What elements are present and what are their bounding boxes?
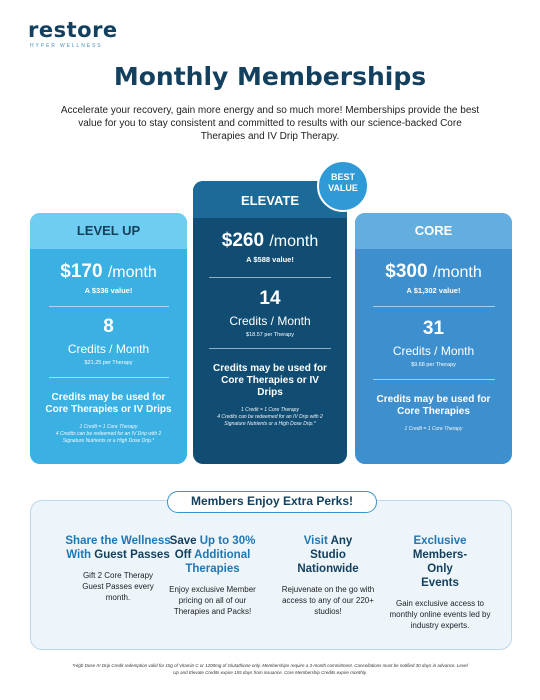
plan-name: ELEVATE xyxy=(193,181,347,218)
plan-value: A $336 value! xyxy=(84,286,133,295)
plan-card-core xyxy=(355,213,512,464)
per-therapy-price: $21.25 per Therapy xyxy=(84,360,133,366)
footnote: *High Dose IV Drip Credit redemption valid for 15g of Vitamin C or 1200mg of Glutathione only. Memberships require a 3-month commitment. Cancellations must be notified 30 days in advance. Level Up and Elevate Credits expire 155 days from issuance. Core Membership Credits expire monthly. xyxy=(72,663,468,675)
perk-description: Gift 2 Core Therapy Guest Passes every month. xyxy=(82,571,154,602)
credits-block xyxy=(355,318,512,368)
plan-price xyxy=(30,261,187,283)
badge-line: VALUE xyxy=(328,183,358,193)
plan-value: A $1,302 value! xyxy=(406,286,461,295)
credits-usage: Credits may be used for Core Therapies or IV Drips xyxy=(45,392,172,415)
price-period: /month xyxy=(432,264,482,281)
plan-name: CORE xyxy=(355,213,512,249)
plan-price xyxy=(355,261,512,283)
perk-title xyxy=(385,534,495,590)
divider xyxy=(49,377,169,378)
divider xyxy=(49,306,169,307)
best-value-badge xyxy=(317,160,369,212)
credits-count: 14 xyxy=(259,288,281,309)
credits-block xyxy=(193,288,347,338)
perk-description: Gain exclusive access to monthly online events led by industry experts. xyxy=(389,599,491,630)
price-period: /month xyxy=(269,233,319,250)
credits-block xyxy=(30,316,187,366)
brand-logo xyxy=(28,20,118,49)
perk-title-part: Save xyxy=(169,535,197,547)
page-title: Monthly Memberships xyxy=(113,62,427,91)
plan-value: A $588 value! xyxy=(246,255,294,264)
plan-card-elevate xyxy=(193,181,347,464)
fine-line: 1 Credit = 1 Core Therapy xyxy=(79,424,138,430)
perk-title-part: Any Studio Nationwide xyxy=(297,535,359,575)
credits-label: Credits / Month xyxy=(229,314,311,328)
credits-count: 8 xyxy=(103,316,114,337)
per-therapy-price: $9.68 per Therapy xyxy=(411,362,456,368)
perk-title xyxy=(160,534,265,576)
perk-description: Rejuvenate on the go with access to any of our 220+ studios! xyxy=(281,585,375,616)
perk-title xyxy=(278,534,378,576)
plan-price xyxy=(193,230,347,252)
perk-title-part: Share the Wellness With xyxy=(65,535,171,561)
perks-heading: Members Enjoy Extra Perks! xyxy=(167,491,377,513)
credits-usage: Credits may be used for Core Therapies or IV Drips xyxy=(213,363,327,398)
fine-line: 1 Credit = 1 Core Therapy xyxy=(404,426,463,432)
divider xyxy=(209,348,331,349)
fine-line: 1 Credit = 1 Core Therapy xyxy=(241,407,299,413)
perk-description: Enjoy exclusive Member pricing on all of our Therapies and Packs! xyxy=(169,585,256,616)
logo-tagline: HYPER WELLNESS xyxy=(30,43,103,49)
perk-title-part: Up to 30% xyxy=(199,535,256,547)
price-amount: $170 xyxy=(60,261,103,282)
perk-title-part: Visit xyxy=(303,535,328,547)
price-amount: $300 xyxy=(385,261,428,282)
credits-usage: Credits may be used for Core Therapies xyxy=(376,394,491,417)
perk-exclusive-events xyxy=(385,534,495,631)
price-amount: $260 xyxy=(221,230,265,251)
credits-count: 31 xyxy=(422,318,445,339)
credits-label: Credits / Month xyxy=(67,342,150,356)
perk-title-part: Exclusive xyxy=(413,535,467,547)
perk-title-part: Guest Passes xyxy=(94,549,170,561)
plan-card-level-up xyxy=(30,213,187,464)
divider xyxy=(373,379,495,380)
plan-name: LEVEL UP xyxy=(30,213,187,249)
credit-fine-print xyxy=(30,424,187,445)
fine-line: 4 Credits can be redeemed for an IV Drip with 2 Signature Nutrients or a High Dose Drip.* xyxy=(55,431,162,444)
credits-label: Credits / Month xyxy=(392,344,475,358)
perk-title-part: Additional Therapies xyxy=(185,549,251,575)
divider xyxy=(209,277,331,278)
price-period: /month xyxy=(107,264,157,281)
intro-text: Accelerate your recovery, gain more energy and so much more! Memberships provide the best value for you to stay consistent and committed to results with our science-backed Core Therapies and IV Drip Therapy. xyxy=(60,105,480,142)
logo-wordmark: restore xyxy=(28,18,118,42)
badge-line: BEST xyxy=(330,172,355,182)
fine-line: 4 Credits can be redeemed for an IV Drip with 2 Signature Nutrients or a High Dose Drip.* xyxy=(217,414,323,427)
perk-title-part: Members-Only Events xyxy=(412,549,468,589)
divider xyxy=(373,306,495,307)
perk-visit-studio xyxy=(278,534,378,617)
credit-fine-print xyxy=(193,407,347,428)
perk-save-discount xyxy=(160,534,265,617)
per-therapy-price: $18.57 per Therapy xyxy=(246,332,294,338)
perk-title-part: Off xyxy=(174,549,192,561)
credit-fine-print xyxy=(355,426,512,433)
